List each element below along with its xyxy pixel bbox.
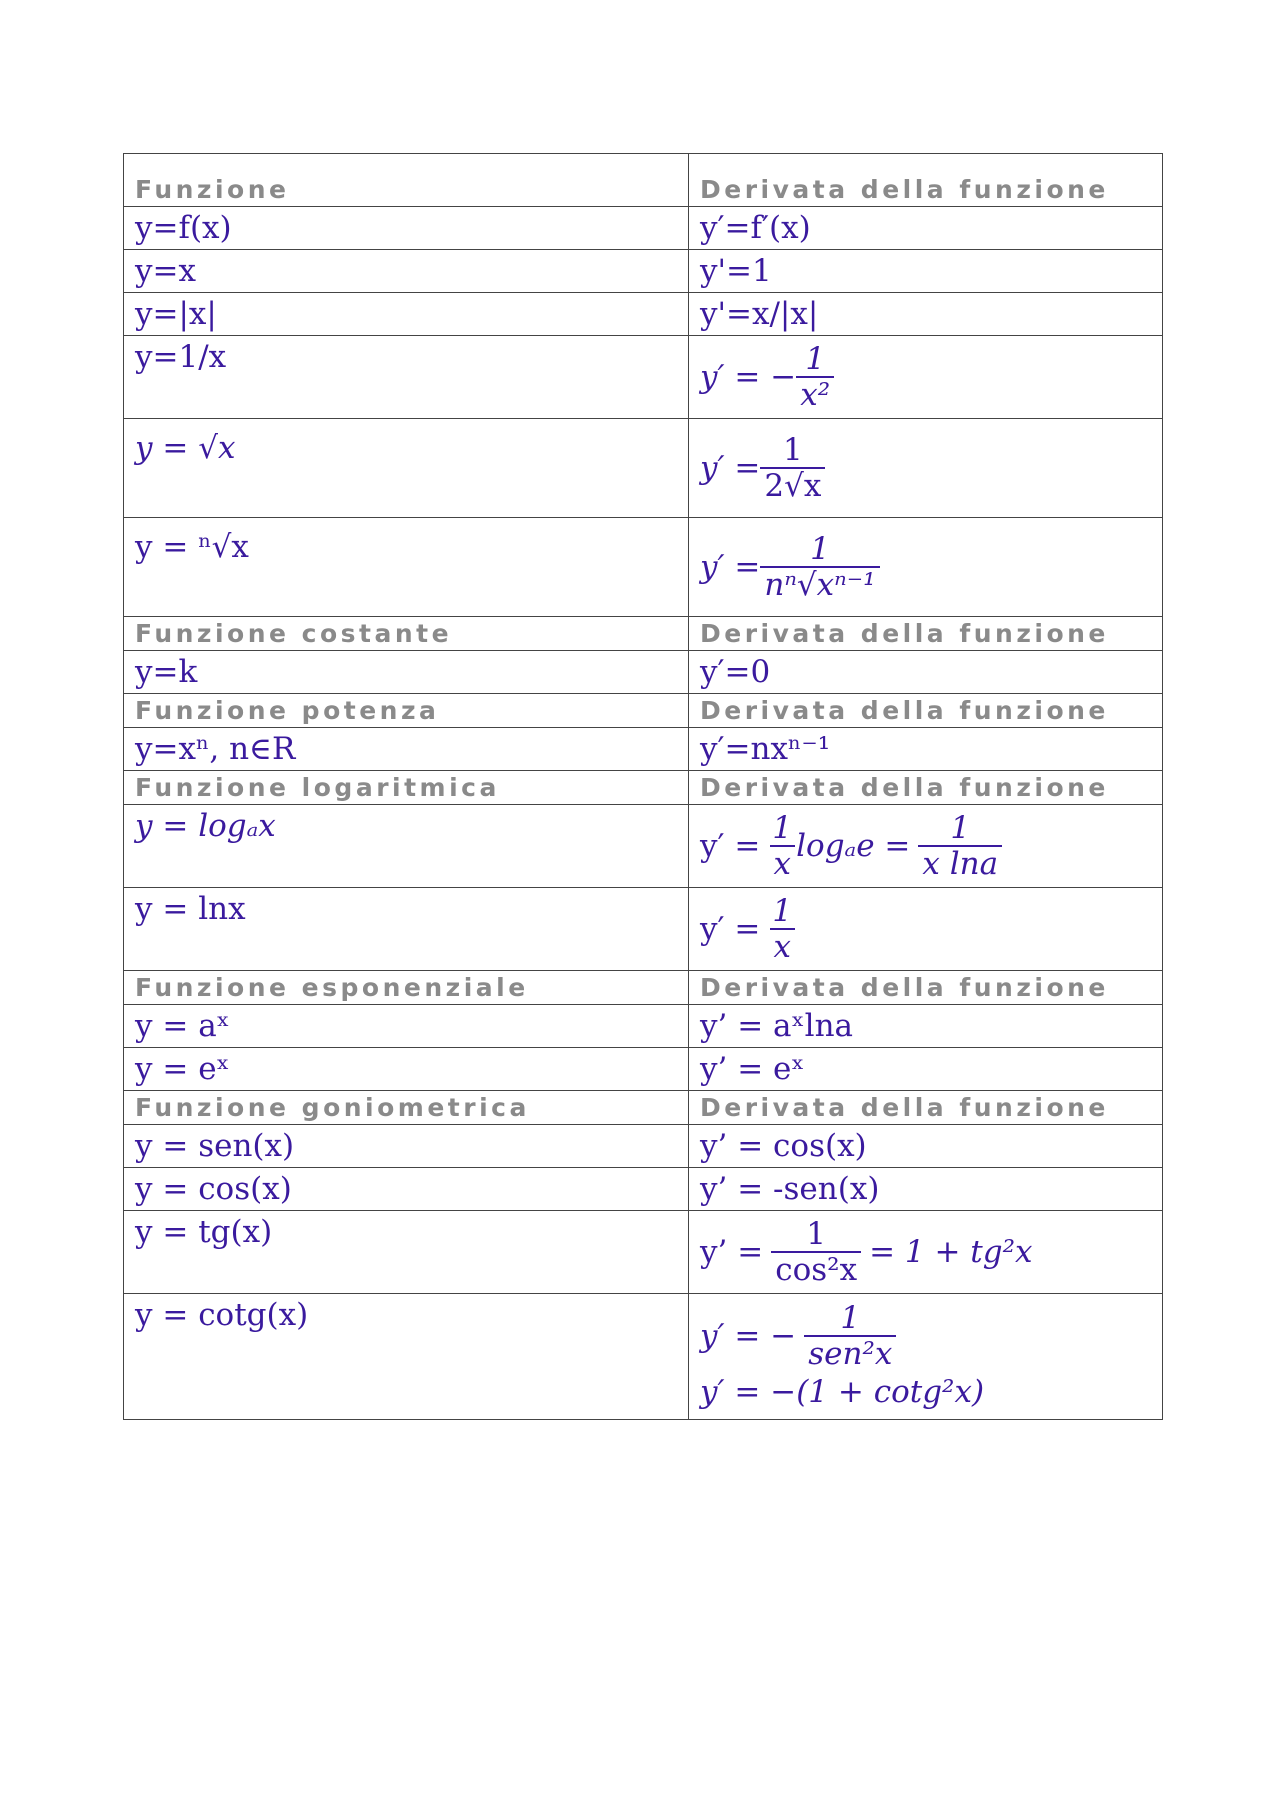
table-row — [124, 518, 1163, 617]
derivative-prefix: y′ = — [700, 450, 761, 486]
function-cell: y = sen(x) — [124, 1125, 689, 1168]
fraction — [918, 811, 1002, 881]
table-row — [124, 1005, 1163, 1048]
table-header-row — [124, 154, 1163, 207]
function-cell: y=|x| — [124, 293, 689, 336]
fraction-numerator: 1 — [840, 1299, 861, 1336]
fraction-denominator: x² — [796, 376, 834, 412]
derivative-cell: y’ = aˣlna — [689, 1005, 1163, 1048]
fraction — [760, 433, 825, 503]
table-row — [124, 293, 1163, 336]
derivative-prefix: y′ = — [700, 911, 761, 947]
derivative-cell: y’ = -sen(x) — [689, 1168, 1163, 1211]
derivative-cell: y′=f′(x) — [689, 207, 1163, 250]
section-label: Funzione potenza — [124, 694, 689, 728]
function-cell: y = cos(x) — [124, 1168, 689, 1211]
derivative-cell — [689, 419, 1163, 518]
fraction — [804, 1301, 896, 1371]
function-cell: y = aˣ — [124, 1005, 689, 1048]
function-cell: y=x — [124, 250, 689, 293]
derivatives-table — [123, 153, 1163, 1420]
table-row — [124, 1168, 1163, 1211]
function-cell: y = lnx — [124, 888, 689, 971]
fraction-numerator: 1 — [810, 531, 830, 567]
fraction — [760, 532, 879, 602]
fraction-denominator: x — [770, 928, 795, 964]
derivative-cell: y’ = cos(x) — [689, 1125, 1163, 1168]
derivative-cell — [689, 1294, 1163, 1420]
fraction-denominator: nⁿ√xⁿ⁻¹ — [760, 566, 879, 602]
derivative-prefix: y′ = — [700, 549, 761, 585]
section-header-row — [124, 771, 1163, 805]
fraction-denominator: cos²x — [771, 1251, 861, 1287]
derivative-prefix: y’ = — [700, 1234, 764, 1270]
section-deriv-label: Derivata della funzione — [689, 694, 1163, 728]
derivative-cell — [689, 336, 1163, 419]
fraction-numerator: 1 — [772, 893, 793, 929]
derivative-cell — [689, 1211, 1163, 1294]
function-cell: y = cotg(x) — [124, 1294, 689, 1420]
section-header-row — [124, 1091, 1163, 1125]
table-row — [124, 1211, 1163, 1294]
fraction-numerator: 1 — [806, 1216, 826, 1252]
derivative-prefix: y′ = − — [700, 1317, 797, 1354]
header-derivata: Derivata della funzione — [689, 154, 1163, 207]
fraction-denominator: 2√x — [760, 467, 825, 503]
function-cell: y=xⁿ, n∈R — [124, 728, 689, 771]
fraction-numerator: 1 — [805, 341, 826, 377]
section-deriv-label: Derivata della funzione — [689, 617, 1163, 651]
fraction — [771, 1217, 861, 1287]
derivative-cell — [689, 805, 1163, 888]
derivative-cell: y’ = eˣ — [689, 1048, 1163, 1091]
fraction-denominator: x — [770, 845, 795, 881]
section-label: Funzione costante — [124, 617, 689, 651]
section-deriv-label: Derivata della funzione — [689, 1091, 1163, 1125]
section-deriv-label: Derivata della funzione — [689, 971, 1163, 1005]
section-deriv-label: Derivata della funzione — [689, 771, 1163, 805]
fraction-denominator: sen²x — [804, 1335, 896, 1371]
table-row — [124, 888, 1163, 971]
section-label: Funzione goniometrica — [124, 1091, 689, 1125]
section-label: Funzione esponenziale — [124, 971, 689, 1005]
table-row — [124, 805, 1163, 888]
function-cell: y = ⁿ√x — [124, 518, 689, 617]
fraction — [768, 811, 796, 881]
fraction-numerator: 1 — [772, 810, 793, 846]
function-cell: y=f(x) — [124, 207, 689, 250]
section-header-row — [124, 617, 1163, 651]
derivative-cell: y′=nxⁿ⁻¹ — [689, 728, 1163, 771]
derivative-cell — [689, 518, 1163, 617]
function-cell: y=1/x — [124, 336, 689, 419]
function-cell: y = tg(x) — [124, 1211, 689, 1294]
section-header-row — [124, 694, 1163, 728]
fraction — [768, 894, 796, 964]
function-cell: y=k — [124, 651, 689, 694]
function-cell: y = logₐx — [124, 805, 689, 888]
table-row — [124, 1125, 1163, 1168]
fraction — [796, 342, 834, 412]
derivative-cell: y'=x/|x| — [689, 293, 1163, 336]
table-row — [124, 1294, 1163, 1420]
section-label: Funzione logaritmica — [124, 771, 689, 805]
derivative-cell — [689, 888, 1163, 971]
fraction-denominator: x lna — [918, 845, 1002, 881]
derivative-prefix: y′ = − — [700, 359, 797, 395]
header-funzione: Funzione — [124, 154, 689, 207]
function-cell: y = √x — [124, 419, 689, 518]
function-cell: y = eˣ — [124, 1048, 689, 1091]
derivative-cell: y'=1 — [689, 250, 1163, 293]
fraction-numerator: 1 — [950, 810, 971, 846]
table-row — [124, 207, 1163, 250]
derivative-middle: logₐe = — [796, 828, 911, 864]
fraction-numerator: 1 — [783, 432, 803, 468]
derivative-prefix: y′ = — [700, 828, 761, 864]
table-row — [124, 336, 1163, 419]
table-row — [124, 1048, 1163, 1091]
table-row — [124, 728, 1163, 771]
table-row — [124, 250, 1163, 293]
derivative-suffix: = 1 + tg²x — [869, 1234, 1033, 1270]
section-header-row — [124, 971, 1163, 1005]
table-row — [124, 651, 1163, 694]
derivative-cell: y′=0 — [689, 651, 1163, 694]
derivative-line2: y′ = −(1 + cotg²x) — [700, 1373, 985, 1410]
table-row — [124, 419, 1163, 518]
